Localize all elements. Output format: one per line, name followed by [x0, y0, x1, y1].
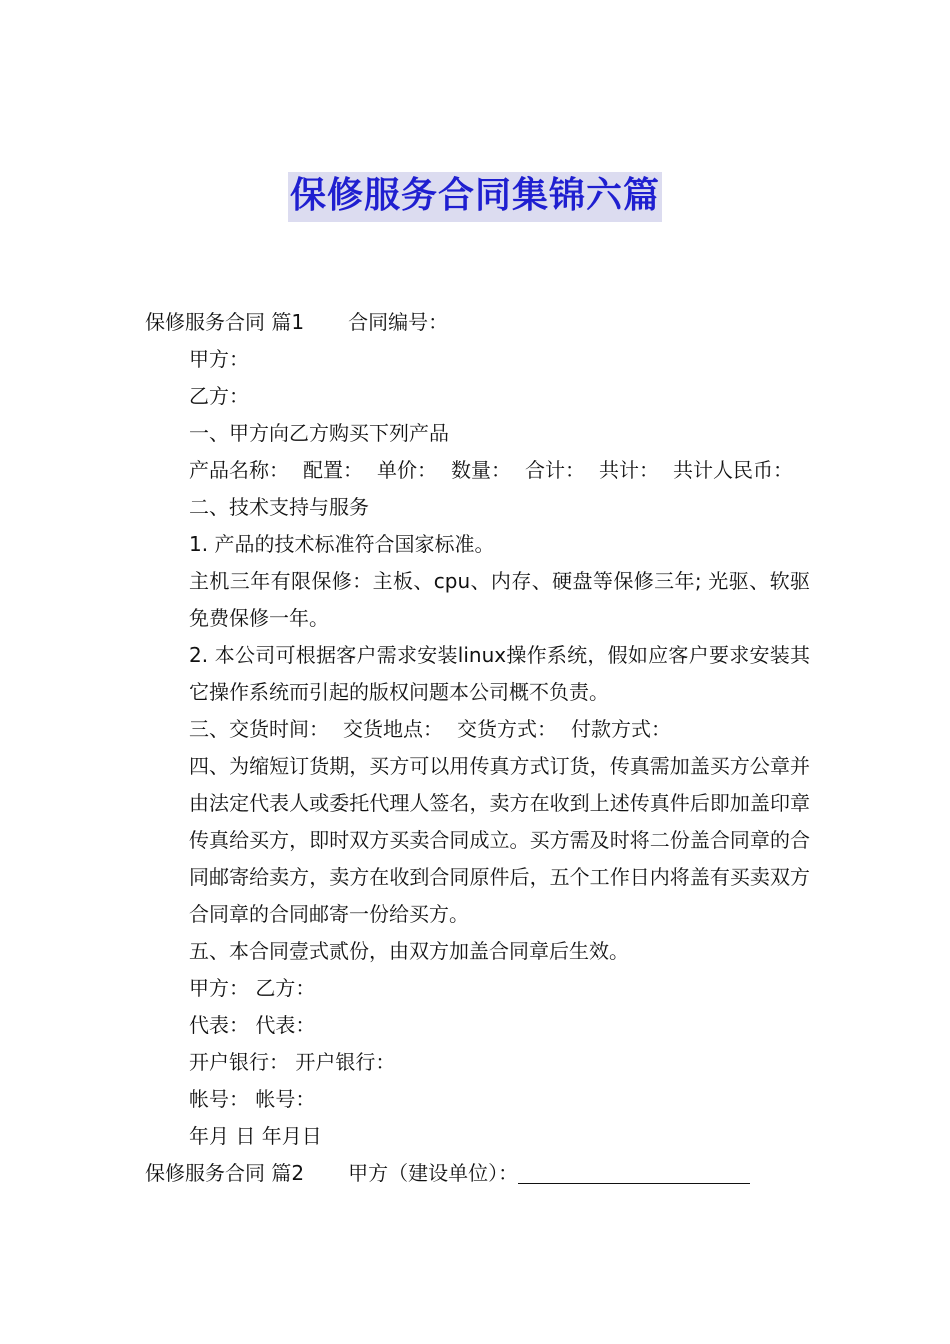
warranty-paragraph: 主机三年有限保修：主板、cpu、内存、硬盘等保修三年; 光驱、软驱免费保修一年。	[189, 569, 810, 630]
signature-banks: 开户银行： 开户银行：	[189, 1050, 396, 1074]
product-name-label: 产品名称：	[189, 458, 289, 482]
clause-5: 五、本合同壹式贰份，由双方加盖合同章后生效。	[189, 939, 629, 963]
clause-2: 二、技术支持与服务	[189, 495, 369, 519]
quantity-label: 数量：	[451, 458, 511, 482]
delivery-place-label: 交货地点：	[343, 717, 443, 741]
delivery-method-label: 交货方式：	[457, 717, 557, 741]
clause-2-1: 1. 产品的技术标准符合国家标准。	[189, 532, 495, 556]
clause-4: 四、为缩短订货期，买方可以用传真方式订货，传真需加盖买方公章并由法定代表人或委托代理人签名，卖方在收到上述传真件后即加盖印章传真给买方，即时双方买卖合同成立。买方需及时将二份盖合同章的合同邮寄给卖方，卖方在收到合同原件后，五个工作日内将盖有买卖双方合同章的合同邮寄一份给买方。	[189, 754, 810, 926]
party-a-label: 甲方：	[189, 347, 249, 371]
section-1-heading: 保修服务合同 篇1	[145, 310, 305, 334]
party-a-blank-line	[518, 1161, 750, 1184]
delivery-fields-line	[145, 711, 810, 748]
signature-parties: 甲方： 乙方：	[189, 976, 316, 1000]
sum-label: 共计：	[599, 458, 659, 482]
total-rmb-label: 共计人民币：	[673, 458, 793, 482]
party-b-label: 乙方：	[189, 384, 249, 408]
clause-2-2: 2. 本公司可根据客户需求安装linux操作系统，假如应客户要求安装其它操作系统而引起的版权问题本公司概不负责。	[189, 643, 810, 704]
clause-1: 一、甲方向乙方购买下列产品	[189, 421, 449, 445]
payment-method-label: 付款方式：	[571, 717, 671, 741]
delivery-time-label: 三、交货时间：	[189, 717, 329, 741]
document-title: 保修服务合同集锦六篇	[288, 172, 662, 222]
signature-accounts: 帐号： 帐号：	[189, 1087, 316, 1111]
section-2-heading-line	[145, 1155, 810, 1192]
title-area	[0, 172, 950, 222]
unit-price-label: 单价：	[377, 458, 437, 482]
subtotal-label: 合计：	[525, 458, 585, 482]
contract-number-label: 合同编号：	[348, 310, 449, 334]
document-body	[145, 304, 810, 1192]
signature-representatives: 代表： 代表：	[189, 1013, 316, 1037]
section-2-party-a-label: 甲方（建设单位）：	[348, 1161, 519, 1185]
section-2-heading: 保修服务合同 篇2	[145, 1161, 305, 1185]
product-fields-line	[145, 452, 810, 489]
signature-dates: 年月 日 年月日	[189, 1124, 322, 1148]
section-1-heading-line	[145, 304, 810, 341]
config-label: 配置：	[303, 458, 363, 482]
